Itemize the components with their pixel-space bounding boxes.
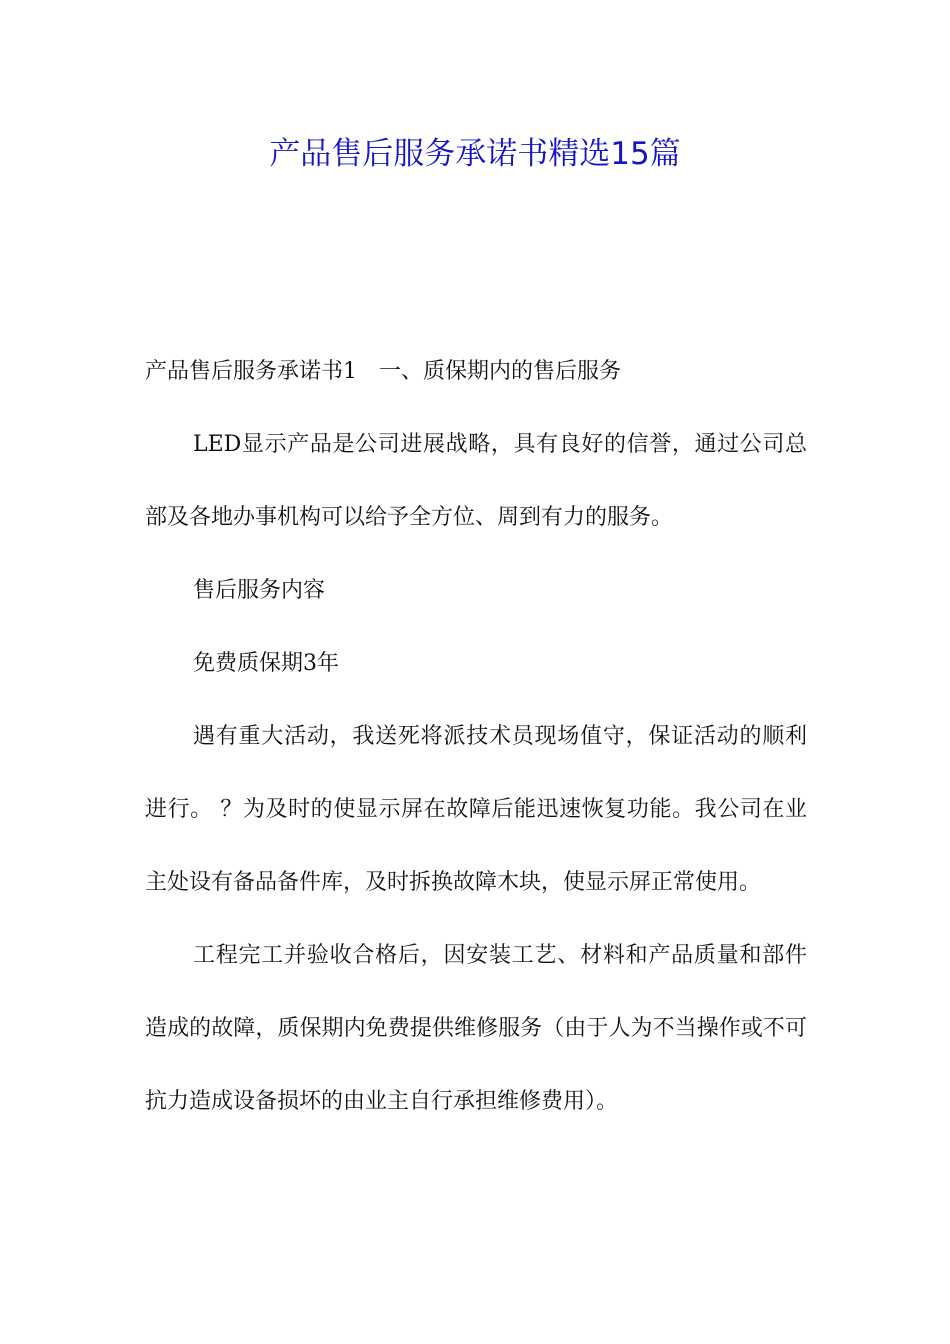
document-title: 产品售后服务承诺书精选15篇 [269, 136, 681, 172]
paragraph-free-repair: 工程完工并验收合格后，因安装工艺、材料和产品质量和部件造成的故障，质保期内免费提供维修服务（由于人为不当操作或不可抗力造成设备损坏的由业主自行承担维修费用）。 [145, 943, 807, 1114]
paragraph-service-content: 售后服务内容 [193, 578, 326, 603]
paragraph-warranty-period: 免费质保期3年 [193, 651, 339, 676]
paragraph-led-intro: LED显示产品是公司进展战略，具有良好的信誉，通过公司总部及各地办事机构可以给予全方位、周到有力的服务。 [145, 432, 807, 530]
document-body [145, 335, 807, 1138]
paragraph-heading: 产品售后服务承诺书1 一、质保期内的售后服务 [145, 359, 621, 384]
paragraph-major-events: 遇有重大活动，我送死将派技术员现场值守，保证活动的顺利进行。 ？为及时的使显示屏在故障后能迅速恢复功能。我公司在业主处设有备品备件库，及时拆换故障木块，使显示屏正常使用。 [145, 724, 807, 895]
